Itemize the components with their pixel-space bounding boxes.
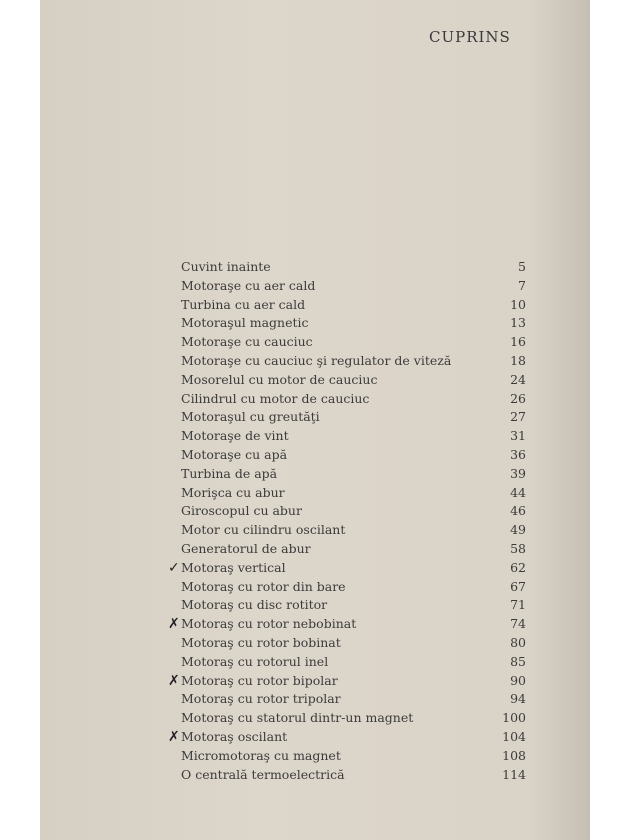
- toc-entry-title: Motoraşul magnetic: [181, 315, 309, 331]
- toc-entry-page-number: 100: [502, 710, 526, 726]
- toc-entry: [181, 502, 526, 521]
- handwritten-mark-icon: ✗: [168, 616, 180, 633]
- toc-entry-page-number: 108: [502, 747, 526, 763]
- toc-entry-title: Morişca cu abur: [181, 484, 285, 500]
- toc-entry-title: Generatorul de abur: [181, 540, 311, 556]
- toc-entry-title: Motoraşe cu apă: [181, 446, 288, 462]
- toc-entry-page-number: 16: [510, 334, 526, 350]
- toc-entry-page-number: 26: [510, 390, 526, 406]
- toc-entry: [181, 296, 526, 315]
- toc-entry: [181, 634, 526, 653]
- toc-entry: [181, 277, 526, 296]
- toc-entry: [181, 390, 526, 409]
- table-of-contents: [168, 258, 526, 784]
- toc-entry-title: Motoraş cu rotor bipolar: [181, 672, 338, 688]
- toc-entry-title: Motoraş cu disc rotitor: [181, 597, 328, 613]
- toc-entry-title: Cuvint inainte: [181, 259, 271, 274]
- handwritten-mark-icon: ✗: [168, 672, 180, 689]
- toc-entry: [181, 465, 526, 484]
- toc-entry-title: Turbina cu aer cald: [181, 296, 306, 312]
- toc-entry-page-number: 44: [510, 484, 526, 500]
- toc-entry-page-number: 10: [510, 296, 526, 312]
- toc-entry-title: Motoraşe cu cauciuc: [181, 334, 313, 350]
- toc-entry-title: Motoraş oscilant: [181, 728, 288, 744]
- page-shadow: [530, 0, 590, 840]
- toc-entry-page-number: 62: [510, 559, 526, 575]
- toc-entry-page-number: 114: [502, 766, 526, 782]
- toc-entry: [181, 333, 526, 352]
- toc-entry-page-number: 67: [510, 578, 526, 594]
- toc-entry-title: Cilindrul cu motor de cauciuc: [181, 390, 370, 406]
- toc-entry-title: Motoraş cu rotor tripolar: [181, 691, 341, 707]
- toc-entry: [181, 653, 526, 672]
- toc-entry: [181, 352, 526, 371]
- toc-entry-page-number: 13: [510, 315, 526, 331]
- toc-entry: [168, 559, 526, 578]
- toc-entry-title: Motoraş cu rotorul inel: [181, 653, 329, 669]
- toc-entry-title: Motoraş cu rotor din bare: [181, 578, 346, 594]
- toc-entry-title: Motoraş cu rotor nebobinat: [181, 616, 357, 632]
- toc-entry: [181, 371, 526, 390]
- toc-entry: [181, 258, 526, 277]
- toc-entry: [181, 408, 526, 427]
- toc-entry: [181, 747, 526, 766]
- toc-entry-page-number: 36: [510, 446, 526, 462]
- toc-entry: [168, 615, 526, 634]
- toc-entry-page-number: 31: [510, 428, 526, 444]
- toc-entry-page-number: 5: [518, 259, 526, 274]
- toc-entry: [181, 578, 526, 597]
- toc-entry-page-number: 58: [510, 540, 526, 556]
- toc-entry-page-number: 104: [502, 728, 526, 744]
- toc-entry: [181, 484, 526, 503]
- toc-entry-title: Giroscopul cu abur: [181, 503, 302, 519]
- toc-entry-page-number: 39: [510, 465, 526, 481]
- toc-entry: [181, 521, 526, 540]
- toc-entry-page-number: 80: [510, 634, 526, 650]
- toc-entry: [181, 709, 526, 728]
- toc-entry-title: Motor cu cilindru oscilant: [181, 522, 346, 538]
- toc-entry-title: Motoraş cu rotor bobinat: [181, 634, 341, 650]
- toc-entry-title: Motoraşe cu cauciuc şi regulator de viteză: [181, 352, 452, 368]
- toc-entry: [181, 540, 526, 559]
- toc-entry-title: Motoraş vertical: [181, 559, 286, 575]
- toc-entry-title: Micromotoraş cu magnet: [181, 747, 341, 763]
- toc-entry-page-number: 94: [510, 691, 526, 707]
- toc-entry-page-number: 24: [510, 371, 526, 387]
- toc-entry-page-number: 7: [518, 277, 526, 293]
- toc-entry: [181, 427, 526, 446]
- toc-entry: [181, 766, 526, 785]
- toc-entry: [168, 672, 526, 691]
- toc-entry-title: O centrală termoelectrică: [181, 766, 345, 782]
- toc-entry-page-number: 74: [510, 616, 526, 632]
- toc-entry-page-number: 46: [510, 503, 526, 519]
- toc-entry-page-number: 18: [510, 352, 526, 368]
- toc-entry: [181, 446, 526, 465]
- handwritten-mark-icon: ✓: [168, 559, 180, 576]
- book-page: [40, 0, 590, 840]
- toc-entry-title: Motoraşe de vint: [181, 428, 289, 444]
- toc-entry-title: Motoraşe cu aer cald: [181, 277, 316, 293]
- toc-entry-page-number: 71: [510, 597, 526, 613]
- toc-entry-title: Motoraş cu statorul dintr-un magnet: [181, 710, 414, 726]
- toc-entry-title: Turbina de apă: [181, 465, 278, 481]
- toc-entry-page-number: 90: [510, 672, 526, 688]
- toc-entry-page-number: 27: [510, 409, 526, 425]
- toc-entry-title: Motoraşul cu greutăţi: [181, 409, 320, 425]
- toc-entry-page-number: 85: [510, 653, 526, 669]
- toc-entry: [181, 690, 526, 709]
- toc-entry-title: Mosorelul cu motor de cauciuc: [181, 371, 378, 387]
- toc-entry: [181, 596, 526, 615]
- page-title: CUPRINS: [429, 28, 511, 46]
- toc-entry: [181, 314, 526, 333]
- handwritten-mark-icon: ✗: [168, 728, 180, 745]
- toc-entry: [168, 728, 526, 747]
- toc-entry-page-number: 49: [510, 522, 526, 538]
